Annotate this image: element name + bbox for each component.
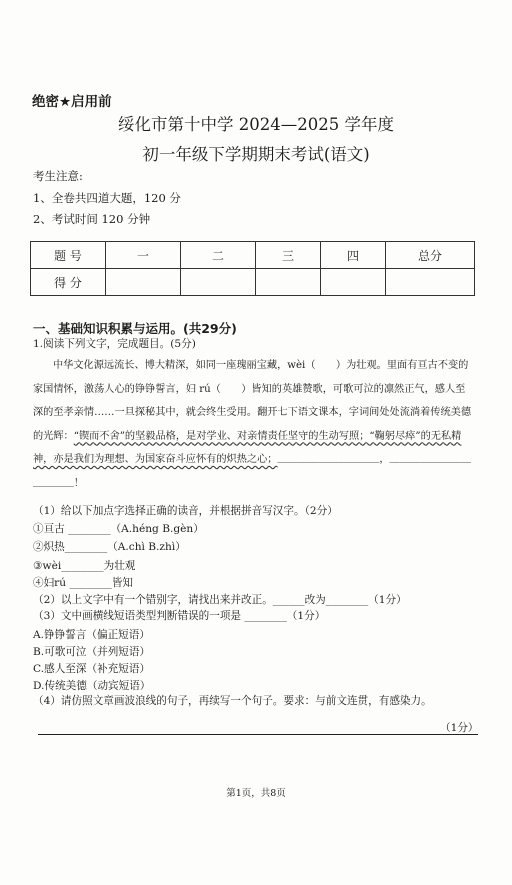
q1-sub4: （4）请仿照文章画波浪线的句子，再续写一个句子。要求：与前文连贯，有感染力。	[33, 695, 432, 707]
q1-sub1-item[interactable]: ③wèi________为壮观	[33, 560, 136, 572]
score-table	[30, 241, 475, 296]
answer-line[interactable]	[38, 734, 478, 735]
score-header-cell: 四	[321, 242, 386, 269]
passage-blank-line[interactable]: ＿＿＿＿＿＿＿＿＿＿，＿＿＿＿＿＿＿＿＿＿＿＿！	[33, 454, 472, 489]
q1-sub3-option: D.传统美德（动宾短语）	[33, 680, 151, 692]
notes-heading: 考生注意:	[33, 169, 83, 183]
q1-sub1-item[interactable]: ④妇rú ________皆知	[33, 577, 134, 589]
score-header-cell: 一	[106, 242, 181, 269]
confidential-label: 绝密★启用前	[32, 94, 112, 110]
q1-sub3-option: B.可歌可泣（并列短语）	[33, 646, 151, 658]
score-cell[interactable]	[321, 269, 386, 296]
passage-text: 中华文化源远流长、博大精深，如同一座瑰丽宝藏，wèi（ ）为壮观。里面有亘古不变的家国情怀，激荡人心的铮铮誓言，妇 rú（ ）皆知的英雄赞歌，可歌可泣的凛然正气，感人至深的至孝亲情……一旦探秘其中，就会终生受用。翻开七下语文课本，字词间处处流淌着传统美德的光辉：	[33, 360, 472, 442]
score-row-label: 得 分	[31, 269, 106, 296]
section1-heading: 一、基础知识积累与运用。(共29分)	[33, 321, 237, 336]
exam-title-line1: 绥化市第十中学 2024—2025 学年度	[118, 115, 394, 134]
page-footer: 第1页，共8页	[226, 788, 286, 799]
score-cell[interactable]	[106, 269, 181, 296]
note-item: 2、考试时间 120 分钟	[33, 212, 151, 226]
score-header-cell: 总分	[386, 242, 475, 269]
score-header-cell: 二	[181, 242, 256, 269]
q1-sub3[interactable]: （3）文中画横线短语类型判断错误的一项是 ________（1分）	[33, 610, 326, 622]
reading-passage	[33, 354, 473, 495]
q1-sub2[interactable]: （2）以上文字中有一个错别字，请找出来并改正。______改为________（1分）	[33, 594, 407, 606]
exam-title-line2: 初一年级下学期期末考试(语文)	[142, 145, 370, 164]
score-cell[interactable]	[181, 269, 256, 296]
q1-sub3-option: C.感人至深（补充短语）	[33, 663, 151, 675]
q1-sub1-item[interactable]: ①亘古 ________（A.héng B.gèn）	[33, 523, 204, 535]
score-cell[interactable]	[256, 269, 321, 296]
q1-sub1-item[interactable]: ②炽热________（A.chì B.zhì）	[33, 541, 186, 553]
score-header-cell: 题 号	[31, 242, 106, 269]
score-header-cell: 三	[256, 242, 321, 269]
score-cell[interactable]	[386, 269, 475, 296]
passage-wavy-text: “锲而不舍”的坚毅品格，是对学业、对亲情责任坚守的生动写照；“鞠躬尽瘁”的无私精神，亦是我们为理想、为国家奋斗应怀有的炽热之心；	[33, 430, 462, 465]
q1-sub4-score: （1分）	[440, 722, 479, 734]
q1-sub3-option: A.铮铮誓言（偏正短语）	[33, 629, 150, 641]
q1-sub1: （1）给以下加点字选择正确的读音，并根据拼音写汉字。（2分）	[33, 505, 338, 517]
note-item: 1、全卷共四道大题，120 分	[33, 191, 181, 205]
q1-intro: 1.阅读下列文字，完成题目。(5分)	[33, 338, 196, 350]
